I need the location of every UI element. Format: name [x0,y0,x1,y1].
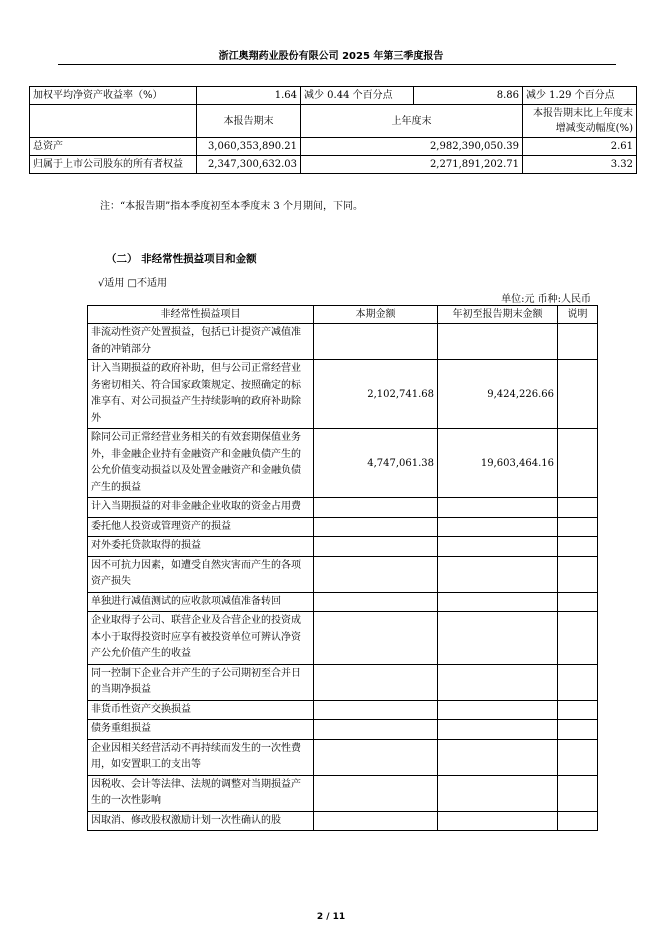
cell-value [558,612,598,665]
item-label: 企业取得子公司、联营企业及合营企业的投资成本小于取得投资时应享有被投资单位可辨认净资产公允价值产生的收益 [88,612,314,665]
table-row [88,592,598,612]
cell-value: 2,271,891,202.71 [301,156,523,174]
unit-currency-label: 单位:元 币种:人民币 [501,294,591,305]
cell-value [558,700,598,720]
cell-value [314,324,438,360]
cell-value [314,498,438,518]
item-label: 因取消、修改股权激励计划一次性确认的股 [88,811,314,831]
cell-value: 3,060,353,890.21 [197,138,301,156]
table-header-row [30,105,637,138]
cell-value: 9,424,226.66 [438,360,558,429]
column-header: 本报告期末比上年度末增减变动幅度(%) [523,105,637,138]
table-row [88,700,598,720]
item-label: 单独进行减值测试的应收款项减值准备转回 [88,592,314,612]
row-label: 加权平均净资产收益率（%） [30,87,197,105]
cell-value [314,592,438,612]
cell-value: 19,603,464.16 [438,429,558,498]
cell-value [314,811,438,831]
cell-value [438,498,558,518]
item-label: 委托他人投资或管理资产的损益 [88,517,314,537]
cell-value [558,720,598,740]
cell-value [438,537,558,557]
table-row [88,775,598,811]
row-label: 归属于上市公司股东的所有者权益 [30,156,197,174]
cell-value [438,612,558,665]
cell-value: 8.86 [414,87,523,105]
non-recurring-items-table [87,305,598,831]
section-title: （二） 非经常性损益项目和金额 [106,253,257,265]
item-label: 非货币性资产交换损益 [88,700,314,720]
column-header: 年初至报告期末金额 [438,306,558,324]
item-label: 对外委托贷款取得的损益 [88,537,314,557]
cell-value: 2,982,390,050.39 [301,138,523,156]
cell-value: 1.64 [197,87,301,105]
column-header: 上年度末 [301,105,523,138]
table-row [88,537,598,557]
cell-value [438,517,558,537]
table-row [88,664,598,700]
cell-value: 2,102,741.68 [314,360,438,429]
table-row [88,517,598,537]
table-row [30,87,637,105]
cell-value: 减少 1.29 个百分点 [523,87,637,105]
cell-value [558,537,598,557]
cell-value [314,720,438,740]
table-row [88,739,598,775]
item-label: 同一控制下企业合并产生的子公司期初至合并日的当期净损益 [88,664,314,700]
cell-value [314,537,438,557]
item-label: 非流动性资产处置损益，包括已计提资产减值准备的冲销部分 [88,324,314,360]
column-header: 非经常性损益项目 [88,306,314,324]
table-row [88,612,598,665]
cell-value [314,612,438,665]
table-row [30,138,637,156]
cell-value [438,775,558,811]
cell-value [438,664,558,700]
cell-value [438,556,558,592]
column-header: 说明 [558,306,598,324]
page-header: 浙江奥翔药业股份有限公司 2025 年第三季度报告 [218,51,444,62]
item-label: 除同公司正常经营业务相关的有效套期保值业务外，非金融企业持有金融资产和金融负债产生的公允价值变动损益以及处置金融资产和金融负债产生的损益 [88,429,314,498]
item-label: 计入当期损益的对非金融企业收取的资金占用费 [88,498,314,518]
cell-value [558,739,598,775]
cell-value [314,556,438,592]
item-label: 因不可抗力因素，如遭受自然灾害而产生的各项资产损失 [88,556,314,592]
header-divider [58,64,616,65]
cell-value [558,429,598,498]
cell-value [558,360,598,429]
item-label: 计入当期损益的政府补助，但与公司正常经营业务密切相关、符合国家政策规定、按照确定的标准享有、对公司损益产生持续影响的政府补助除外 [88,360,314,429]
table-header-row [88,306,598,324]
cell-value: 3.32 [523,156,637,174]
cell-value [558,592,598,612]
cell-value [438,739,558,775]
cell-value [438,324,558,360]
cell-value [558,517,598,537]
cell-value: 4,747,061.38 [314,429,438,498]
financial-indicators-table [29,86,637,174]
cell-value [558,556,598,592]
page-number: 2 / 11 [316,912,346,922]
cell-value: 2.61 [523,138,637,156]
item-label: 因税收、会计等法律、法规的调整对当期损益产生的一次性影响 [88,775,314,811]
table-row [88,429,598,498]
column-header: 本期金额 [314,306,438,324]
cell-value [314,700,438,720]
cell-value [314,517,438,537]
table-row [88,811,598,831]
cell-value [314,739,438,775]
cell-value [558,811,598,831]
column-header: 本报告期末 [197,105,301,138]
table-row [30,156,637,174]
table-row [88,720,598,740]
cell-value: 减少 0.44 个百分点 [301,87,414,105]
item-label: 债务重组损益 [88,720,314,740]
table-row [88,360,598,429]
cell-value [558,664,598,700]
cell-value [438,592,558,612]
cell-value [558,775,598,811]
row-label: 总资产 [30,138,197,156]
cell-value: 2,347,300,632.03 [197,156,301,174]
table-row [88,324,598,360]
table-row [88,498,598,518]
cell-value [558,498,598,518]
footnote: 注：“本报告期”指本季度初至本季度末 3 个月期间，下同。 [100,201,363,212]
applicable-indicator: √适用 □不适用 [98,278,167,289]
cell-value [558,324,598,360]
cell-value [314,664,438,700]
cell-value [438,811,558,831]
cell-value [438,700,558,720]
table-row [88,556,598,592]
cell-value [314,775,438,811]
item-label: 企业因相关经营活动不再持续而发生的一次性费用，如安置职工的支出等 [88,739,314,775]
cell-value [438,720,558,740]
